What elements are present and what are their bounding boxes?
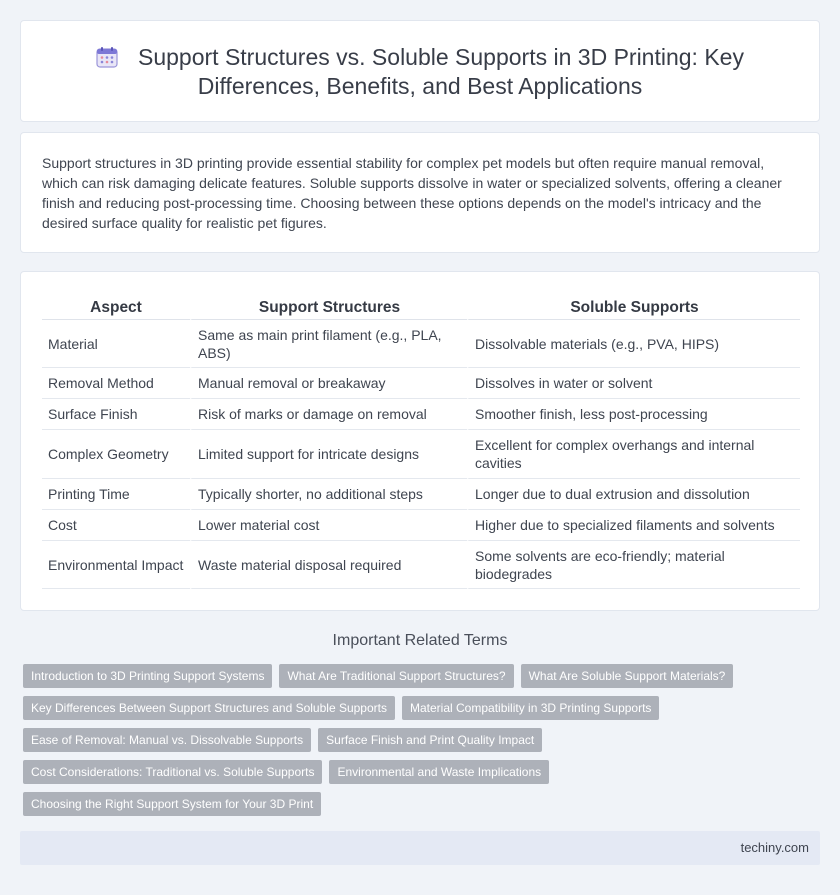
table-cell: Higher due to specialized filaments and solvents xyxy=(467,510,800,541)
table-row xyxy=(42,320,800,368)
related-term-tag[interactable]: Cost Considerations: Traditional vs. Soluble Supports xyxy=(23,760,322,784)
table-cell: Complex Geometry xyxy=(42,430,190,479)
table-cell: Same as main print filament (e.g., PLA, ABS) xyxy=(190,320,467,368)
table-cell: Material xyxy=(42,320,190,368)
tag-row xyxy=(23,664,823,688)
tag-row xyxy=(23,728,823,752)
table-cell: Cost xyxy=(42,510,190,541)
intro-paragraph: Support structures in 3D printing provide essential stability for complex pet models but often require manual removal, which can risk damaging delicate features. Soluble supports dissolve in water or specialized solvents, offering a cleaner finish and reducing post-processing time. Choosing between these options depends on the model's intricacy and the desired surface quality for realistic pet figures. xyxy=(42,155,782,231)
related-term-tag[interactable]: Choosing the Right Support System for Your 3D Print xyxy=(23,792,321,816)
table-cell: Dissolvable materials (e.g., PVA, HIPS) xyxy=(467,320,800,368)
column-header-support-structures: Support Structures xyxy=(190,296,467,320)
page-title: Support Structures vs. Soluble Supports in 3D Printing: Key Differences, Benefits, and Best Applications xyxy=(138,44,744,99)
table-cell: Typically shorter, no additional steps xyxy=(190,479,467,510)
header-card xyxy=(20,20,820,122)
table-row xyxy=(42,510,800,541)
related-terms-heading: Important Related Terms xyxy=(332,632,508,649)
table-row xyxy=(42,399,800,430)
related-term-tag[interactable]: What Are Traditional Support Structures? xyxy=(279,664,513,688)
related-term-tag[interactable]: What Are Soluble Support Materials? xyxy=(521,664,734,688)
related-term-tag[interactable]: Introduction to 3D Printing Support Systems xyxy=(23,664,272,688)
table-cell: Environmental Impact xyxy=(42,541,190,589)
table-cell: Manual removal or breakaway xyxy=(190,368,467,399)
table-row xyxy=(42,430,800,479)
site-link[interactable]: techiny.com xyxy=(740,840,809,855)
table-cell: Longer due to dual extrusion and dissolution xyxy=(467,479,800,510)
related-terms-list xyxy=(23,664,823,824)
page-title-container xyxy=(21,43,819,101)
tag-row xyxy=(23,792,823,816)
table-row xyxy=(42,368,800,399)
table-row xyxy=(42,541,800,589)
related-term-tag[interactable]: Material Compatibility in 3D Printing Supports xyxy=(402,696,659,720)
table-cell: Waste material disposal required xyxy=(190,541,467,589)
table-cell: Dissolves in water or solvent xyxy=(467,368,800,399)
footer xyxy=(20,831,820,865)
comparison-table-card xyxy=(20,271,820,611)
related-term-tag[interactable]: Surface Finish and Print Quality Impact xyxy=(318,728,542,752)
calendar-icon xyxy=(96,46,118,68)
column-header-soluble-supports: Soluble Supports xyxy=(467,296,800,320)
tag-row xyxy=(23,696,823,720)
table-cell: Excellent for complex overhangs and internal cavities xyxy=(467,430,800,479)
comparison-table xyxy=(42,296,800,589)
intro-card xyxy=(20,132,820,253)
table-header-row xyxy=(42,296,800,320)
table-cell: Some solvents are eco-friendly; material biodegrades xyxy=(467,541,800,589)
table-cell: Risk of marks or damage on removal xyxy=(190,399,467,430)
related-term-tag[interactable]: Key Differences Between Support Structures and Soluble Supports xyxy=(23,696,395,720)
related-term-tag[interactable]: Environmental and Waste Implications xyxy=(329,760,549,784)
table-row xyxy=(42,479,800,510)
table-cell: Smoother finish, less post-processing xyxy=(467,399,800,430)
table-cell: Printing Time xyxy=(42,479,190,510)
table-cell: Limited support for intricate designs xyxy=(190,430,467,479)
table-cell: Lower material cost xyxy=(190,510,467,541)
table-cell: Removal Method xyxy=(42,368,190,399)
table-cell: Surface Finish xyxy=(42,399,190,430)
column-header-aspect: Aspect xyxy=(42,296,190,320)
tag-row xyxy=(23,760,823,784)
related-term-tag[interactable]: Ease of Removal: Manual vs. Dissolvable Supports xyxy=(23,728,311,752)
